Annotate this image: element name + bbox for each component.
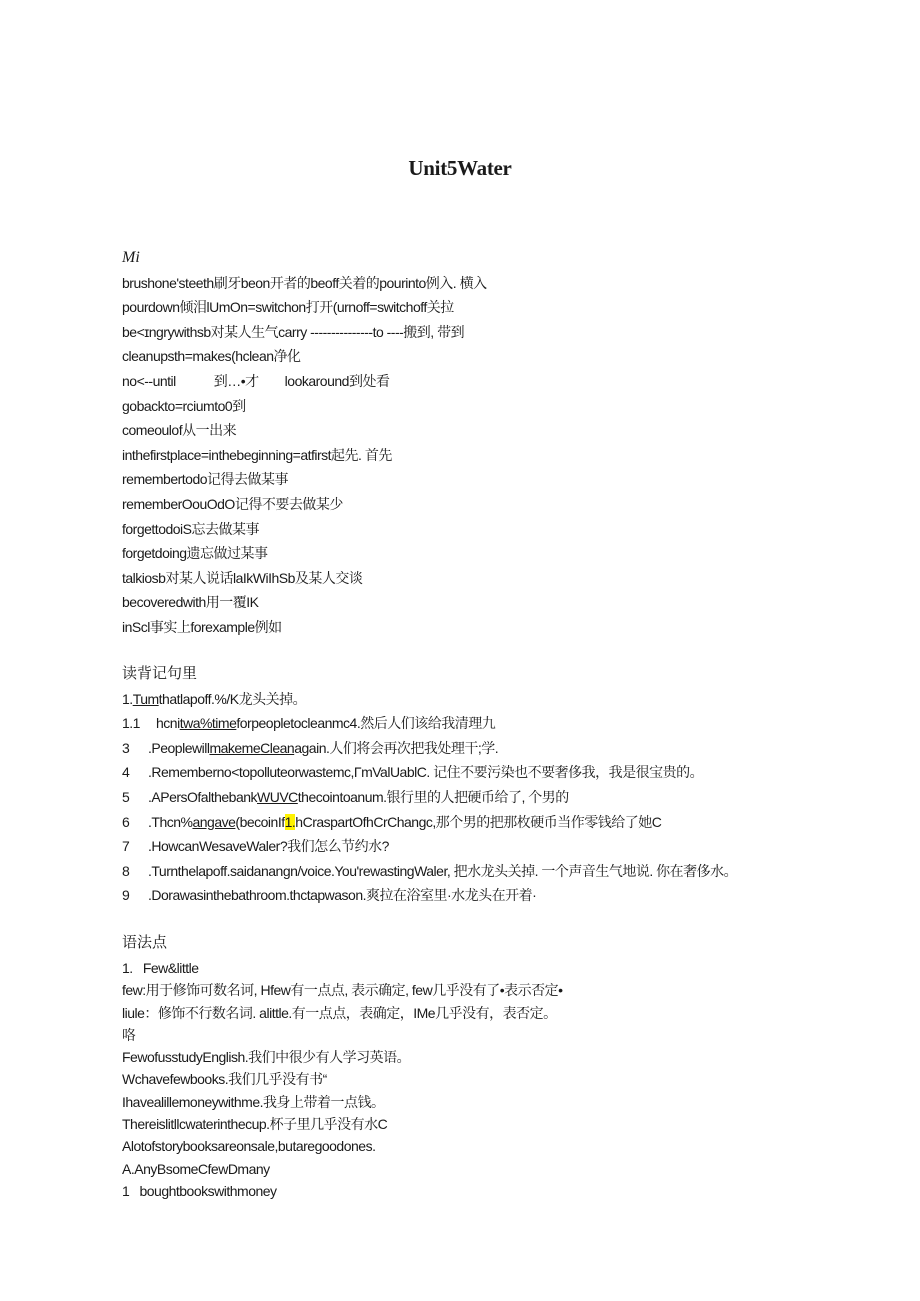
- sentence-text: hcni: [156, 715, 180, 732]
- sentence-5: [122, 785, 822, 810]
- sentence-underlined: WUVC: [257, 788, 298, 805]
- sentence-4: [122, 760, 822, 785]
- sentence-2: [122, 711, 822, 736]
- vocab-line: forgetdoing遗忘做过某事: [122, 545, 268, 562]
- grammar-line: Thereislitllcwaterinthecup.杯子里几乎没有水C: [122, 1116, 388, 1133]
- sentence-text: forpeopletocleanmc4.然后人们该给我清理九: [236, 715, 496, 732]
- sentence-underlined: Tum: [132, 690, 159, 707]
- vocab-line: pourdown倾泪lUmOn=switchon打开(urnoff=switchoff关拉: [122, 299, 454, 316]
- sentence-1: [122, 687, 822, 712]
- sentence-6: [122, 810, 822, 835]
- sentence-underlined: angave: [192, 813, 236, 830]
- vocab-line: remembertodo记得去做某事: [122, 471, 289, 488]
- vocab-line: inthefirstplace=inthebeginning=atfirst起先. 首先: [122, 446, 392, 463]
- grammar-section: [122, 929, 822, 1202]
- grammar-line: Ihavealillemoneywithme.我身上带着一点钱。: [122, 1093, 385, 1110]
- sentence-underlined: makeme: [209, 739, 261, 756]
- sentence-underlined: twa%time: [179, 715, 237, 732]
- vocab-line: inScl事实上forexample例如: [122, 618, 282, 635]
- sentence-text: .Thcn%: [148, 813, 193, 830]
- sentence-3: [122, 736, 822, 761]
- vocab-line: talkiosb对某人说话laIkWiIhSb及某人交谈: [122, 569, 363, 586]
- vocab-line: forgettodoiS忘去做某事: [122, 520, 259, 537]
- vocab-line: be<ɪngrywithsb对某人生气carry ---------------to ----搬到, 带到: [122, 323, 465, 340]
- vocab-until-meaning: 到…•才: [213, 372, 259, 389]
- vocab-line: becoveredwith用一覆IK: [122, 594, 259, 611]
- grammar-line: Alotofstorybooksareonsale,butaregoodones.: [122, 1138, 376, 1155]
- sentence-text: .Rememberno<topolluteorwastemc,ΓmValUablC. 记住不要污染也不要奢侈我，我是很宝贵的。: [148, 764, 704, 781]
- sentence-text: again.人们将会再次把我处理干;学.: [294, 739, 499, 756]
- sentence-text: (becoinIf: [235, 813, 285, 830]
- vocabulary-section: [122, 246, 822, 640]
- sentence-number: 4: [122, 764, 130, 781]
- sentence-text: .APersOfalthebank: [148, 788, 258, 805]
- sentence-underlined: Clean: [260, 739, 295, 756]
- sentence-number: 6: [122, 813, 130, 830]
- grammar-line: Wchavefewbooks.我们几乎没有书“: [122, 1071, 327, 1088]
- sentence-text: .Dorawasinthebathroom.thctapwason.爽拉在浴室里·水龙头在开着·: [148, 887, 537, 904]
- sentence-7: [122, 834, 822, 859]
- vocab-line-until: [122, 369, 822, 394]
- sentence-number: 5: [122, 788, 130, 805]
- sentence-text: 1.: [122, 690, 133, 707]
- sentence-9: [122, 883, 822, 908]
- sentence-text: .Turnthelapoff.saidanangn/voice.You'rewastingWaler, 把水龙头关掉. 一个声音生气地说. 你在奢侈水。: [148, 862, 738, 879]
- grammar-line: 1 boughtbookswithmoney: [122, 1182, 277, 1199]
- vocab-lookaround: lookaround到处看: [284, 372, 390, 389]
- grammar-line: 1. Few&little: [122, 960, 199, 976]
- sentence-number: 8: [122, 862, 130, 879]
- sentence-text: .Peoplewill: [148, 739, 210, 756]
- grammar-heading: 语法点: [122, 934, 168, 951]
- sentences-section: [122, 662, 822, 908]
- sentences-heading: 读背记句里: [122, 665, 198, 682]
- grammar-line: liule：修饰不行数名词. alittle.有一点点，表确定，IMe几乎没有，表否定。: [122, 1004, 557, 1021]
- vocab-line: comeoulof从一出来: [122, 422, 237, 439]
- grammar-line: 咯: [122, 1026, 136, 1043]
- sentence-text: thecointoanum.银行里的人把硬币给了, 个男的: [297, 788, 569, 805]
- vocab-line: cleanupsth=makes(hclean净化: [122, 348, 301, 365]
- vocab-line: gobackto=rciumto0到: [122, 397, 246, 414]
- grammar-line: FewofusstudyEnglish.我们中很少有人学习英语。: [122, 1049, 411, 1066]
- sentence-8: [122, 859, 822, 884]
- vocab-line: brushone'steeth刷牙beon开者的beoff关着的pourinto例入. 横入: [122, 274, 487, 291]
- grammar-line: few:用于修饰可数名诃, Hfew有一点点, 表示确定, few几乎没有了•表示否定•: [122, 982, 563, 999]
- vocab-line: rememberOouOdO记得不要去做某少: [122, 495, 343, 512]
- sentence-text: thatlapoff.%/K龙头关掉。: [158, 690, 307, 707]
- sentence-number: 7: [122, 838, 130, 855]
- grammar-line: A.AnyBsomeCfewDmany: [122, 1160, 270, 1177]
- page-title: Unit5Water: [408, 156, 512, 180]
- sentence-number: 9: [122, 887, 130, 904]
- sentence-number: 3: [122, 739, 130, 756]
- sentence-text: .HowcanWesaveWaler?我们怎么节约水?: [148, 838, 389, 855]
- vocabulary-heading: Mi: [122, 249, 140, 266]
- vocab-until-phrase: no<--until: [122, 372, 176, 389]
- highlighted-text: 1.: [284, 813, 296, 830]
- sentence-number: 1.1: [122, 715, 140, 732]
- sentence-text: hCraspartOfhCrChangc,那个男的把那枚硬币当作零钱给了她C: [295, 813, 662, 830]
